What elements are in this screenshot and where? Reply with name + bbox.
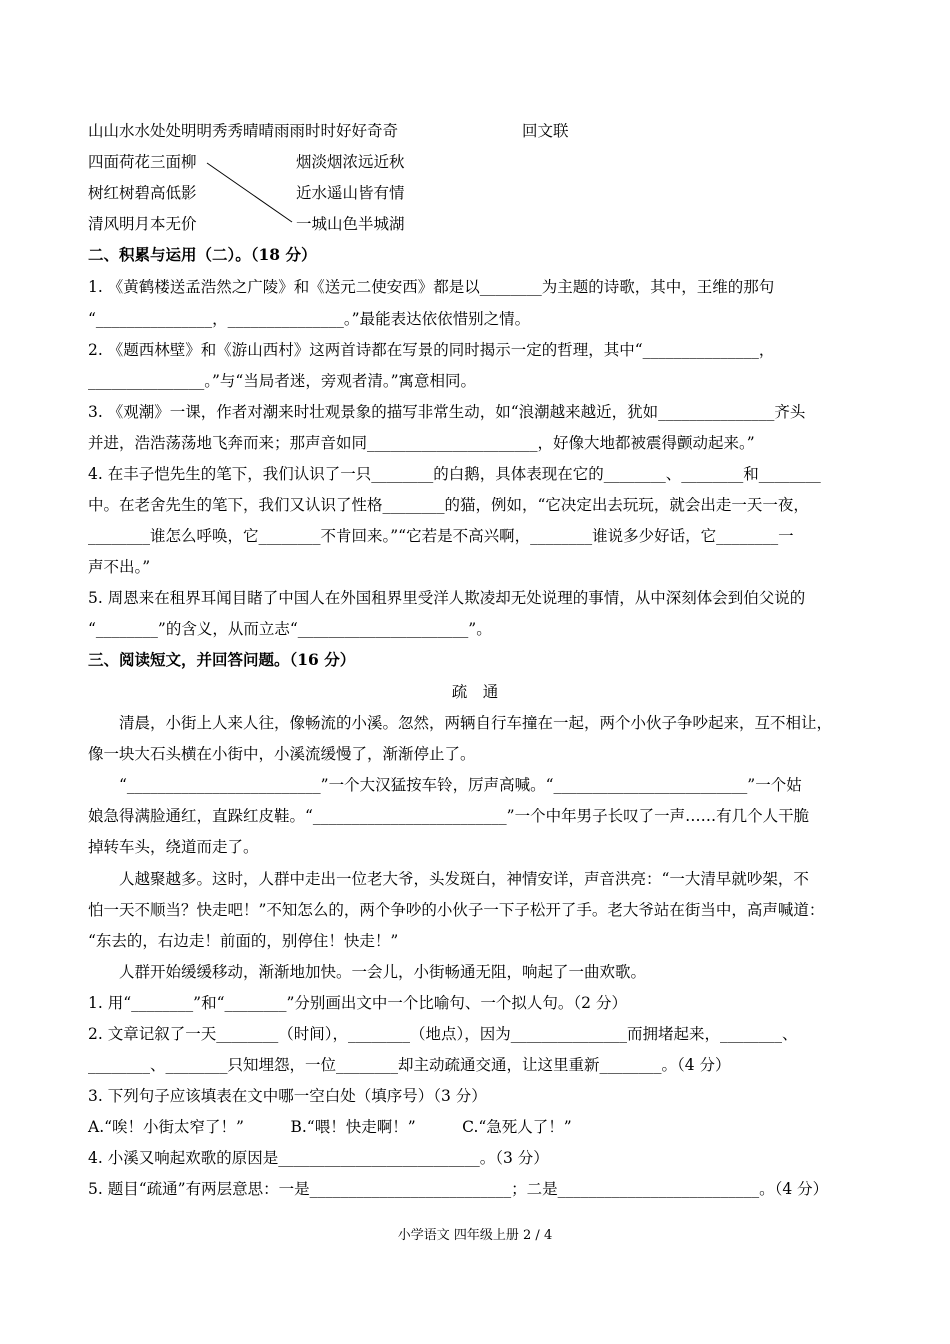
section2-line: 4. 在丰子恺先生的笔下，我们认识了一只________的白鹅，具体表现在它的________、________和________	[88, 465, 821, 483]
article-title: 疏 通	[451, 683, 499, 701]
matching-row1-left: 山山水水处处明明秀秀晴晴雨雨时时好好奇奇	[88, 122, 399, 140]
article-line: 人群开始缓缓移动，渐渐地加快。一会儿，小街畅通无阻，响起了一曲欢歌。	[119, 963, 647, 981]
section2-line: 并进，浩浩荡荡地飞奔而来；那声音如同______________________，好像大地都被震得颤动起来。”	[88, 434, 755, 452]
article-line: 娘急得满脸通红，直跺红皮鞋。“_________________________”一个中年男子长叹了一声……有几个人干脆	[88, 807, 810, 825]
section2-heading: 二、积累与运用（二）。（18 分）	[88, 245, 317, 264]
matching-left-item: 树红树碧高低影	[88, 184, 197, 202]
section2-line: _______________。”与“当局者迷，旁观者清。”寓意相同。	[88, 372, 477, 390]
question-line: 5. 题目“疏通”有两层意思：一是__________________________；二是__________________________。（4 分）	[88, 1180, 829, 1198]
section2-line: 中。在老舍先生的笔下，我们又认识了性格________的猫，例如，“它决定出去玩玩，就会出走一天一夜，	[88, 496, 809, 514]
matching-right-item: 一城山色半城湖	[296, 215, 405, 233]
question-options: A.“唉！小街太窄了！” B.“喂！快走啊！” C.“急死人了！”	[88, 1118, 572, 1136]
section2-line: 1. 《黄鹤楼送孟浩然之广陵》和《送元二使安西》都是以________为主题的诗歌，其中，王维的那句	[88, 278, 775, 296]
article-line: 清晨，小街上人来人往，像畅流的小溪。忽然，两辆自行车撞在一起，两个小伙子争吵起来，互不相让，	[119, 714, 833, 732]
section2-line: 5. 周恩来在租界耳闻目睹了中国人在外国租界里受洋人欺凌却无处说理的事情，从中深刻体会到伯父说的	[88, 589, 806, 607]
section2-line: 3. 《观潮》一课，作者对潮来时壮观景象的描写非常生动，如“浪潮越来越近，犹如_______________齐头	[88, 403, 806, 421]
question-line: ________、________只知埋怨，一位________却主动疏通交通，让这里重新________。（4 分）	[88, 1056, 731, 1074]
section2-line: 2. 《题西林壁》和《游山西村》这两首诗都在写景的同时揭示一定的哲理，其中“_______________，	[88, 341, 775, 359]
question-line: 2. 文章记叙了一天________（时间），________（地点），因为_______________而拥堵起来，________、	[88, 1025, 798, 1043]
article-line: 掉转车头，绕道而走了。	[88, 838, 259, 856]
question-line: 1. 用“________”和“________”分别画出文中一个比喻句、一个拟人句。（2 分）	[88, 994, 627, 1012]
section2-line: ________谁怎么呼唤，它________不肯回来。”“它若是不高兴啊，________谁说多少好话，它________一	[88, 527, 794, 545]
section2-line: “_______________，_______________。”最能表达依依惜别之情。	[88, 310, 531, 328]
section2-line: “________”的含义，从而立志“______________________”。	[88, 620, 492, 638]
section3-heading: 三、阅读短文，并回答问题。（16 分）	[88, 650, 356, 669]
section2-line: 声不出。”	[88, 558, 151, 576]
article-line: 像一块大石头横在小街中，小溪流缓慢了，渐渐停止了。	[88, 745, 476, 763]
page-footer: 小学语文 四年级上册 2 / 4	[397, 1228, 553, 1243]
matching-row1-right: 回文联	[522, 122, 569, 140]
article-line: 人越聚越多。这时，人群中走出一位老大爷，头发斑白，神情安详，声音洪亮：“一大清早就吵架，不	[119, 870, 809, 888]
article-line: “_________________________”一个大汉猛按车铃，厉声高喊。“_________________________”一个姑	[119, 776, 802, 794]
article-line: “东去的，右边走！前面的，别停住！快走！”	[88, 932, 399, 950]
matching-left-item: 四面荷花三面柳	[88, 153, 197, 171]
matching-left-item: 清风明月本无价	[88, 215, 197, 233]
matching-right-item: 近水遥山皆有情	[296, 184, 405, 202]
question-line: 3. 下列句子应该填表在文中哪一空白处（填序号）（3 分）	[88, 1087, 487, 1105]
article-line: 怕一天不顺当？快走吧！”不知怎么的，两个争吵的小伙子一下子松开了手。老大爷站在街当中，高声喊道：	[88, 901, 825, 919]
matching-right-item: 烟淡烟浓远近秋	[296, 153, 405, 171]
question-line: 4. 小溪又响起欢歌的原因是__________________________。（3 分）	[88, 1149, 549, 1167]
